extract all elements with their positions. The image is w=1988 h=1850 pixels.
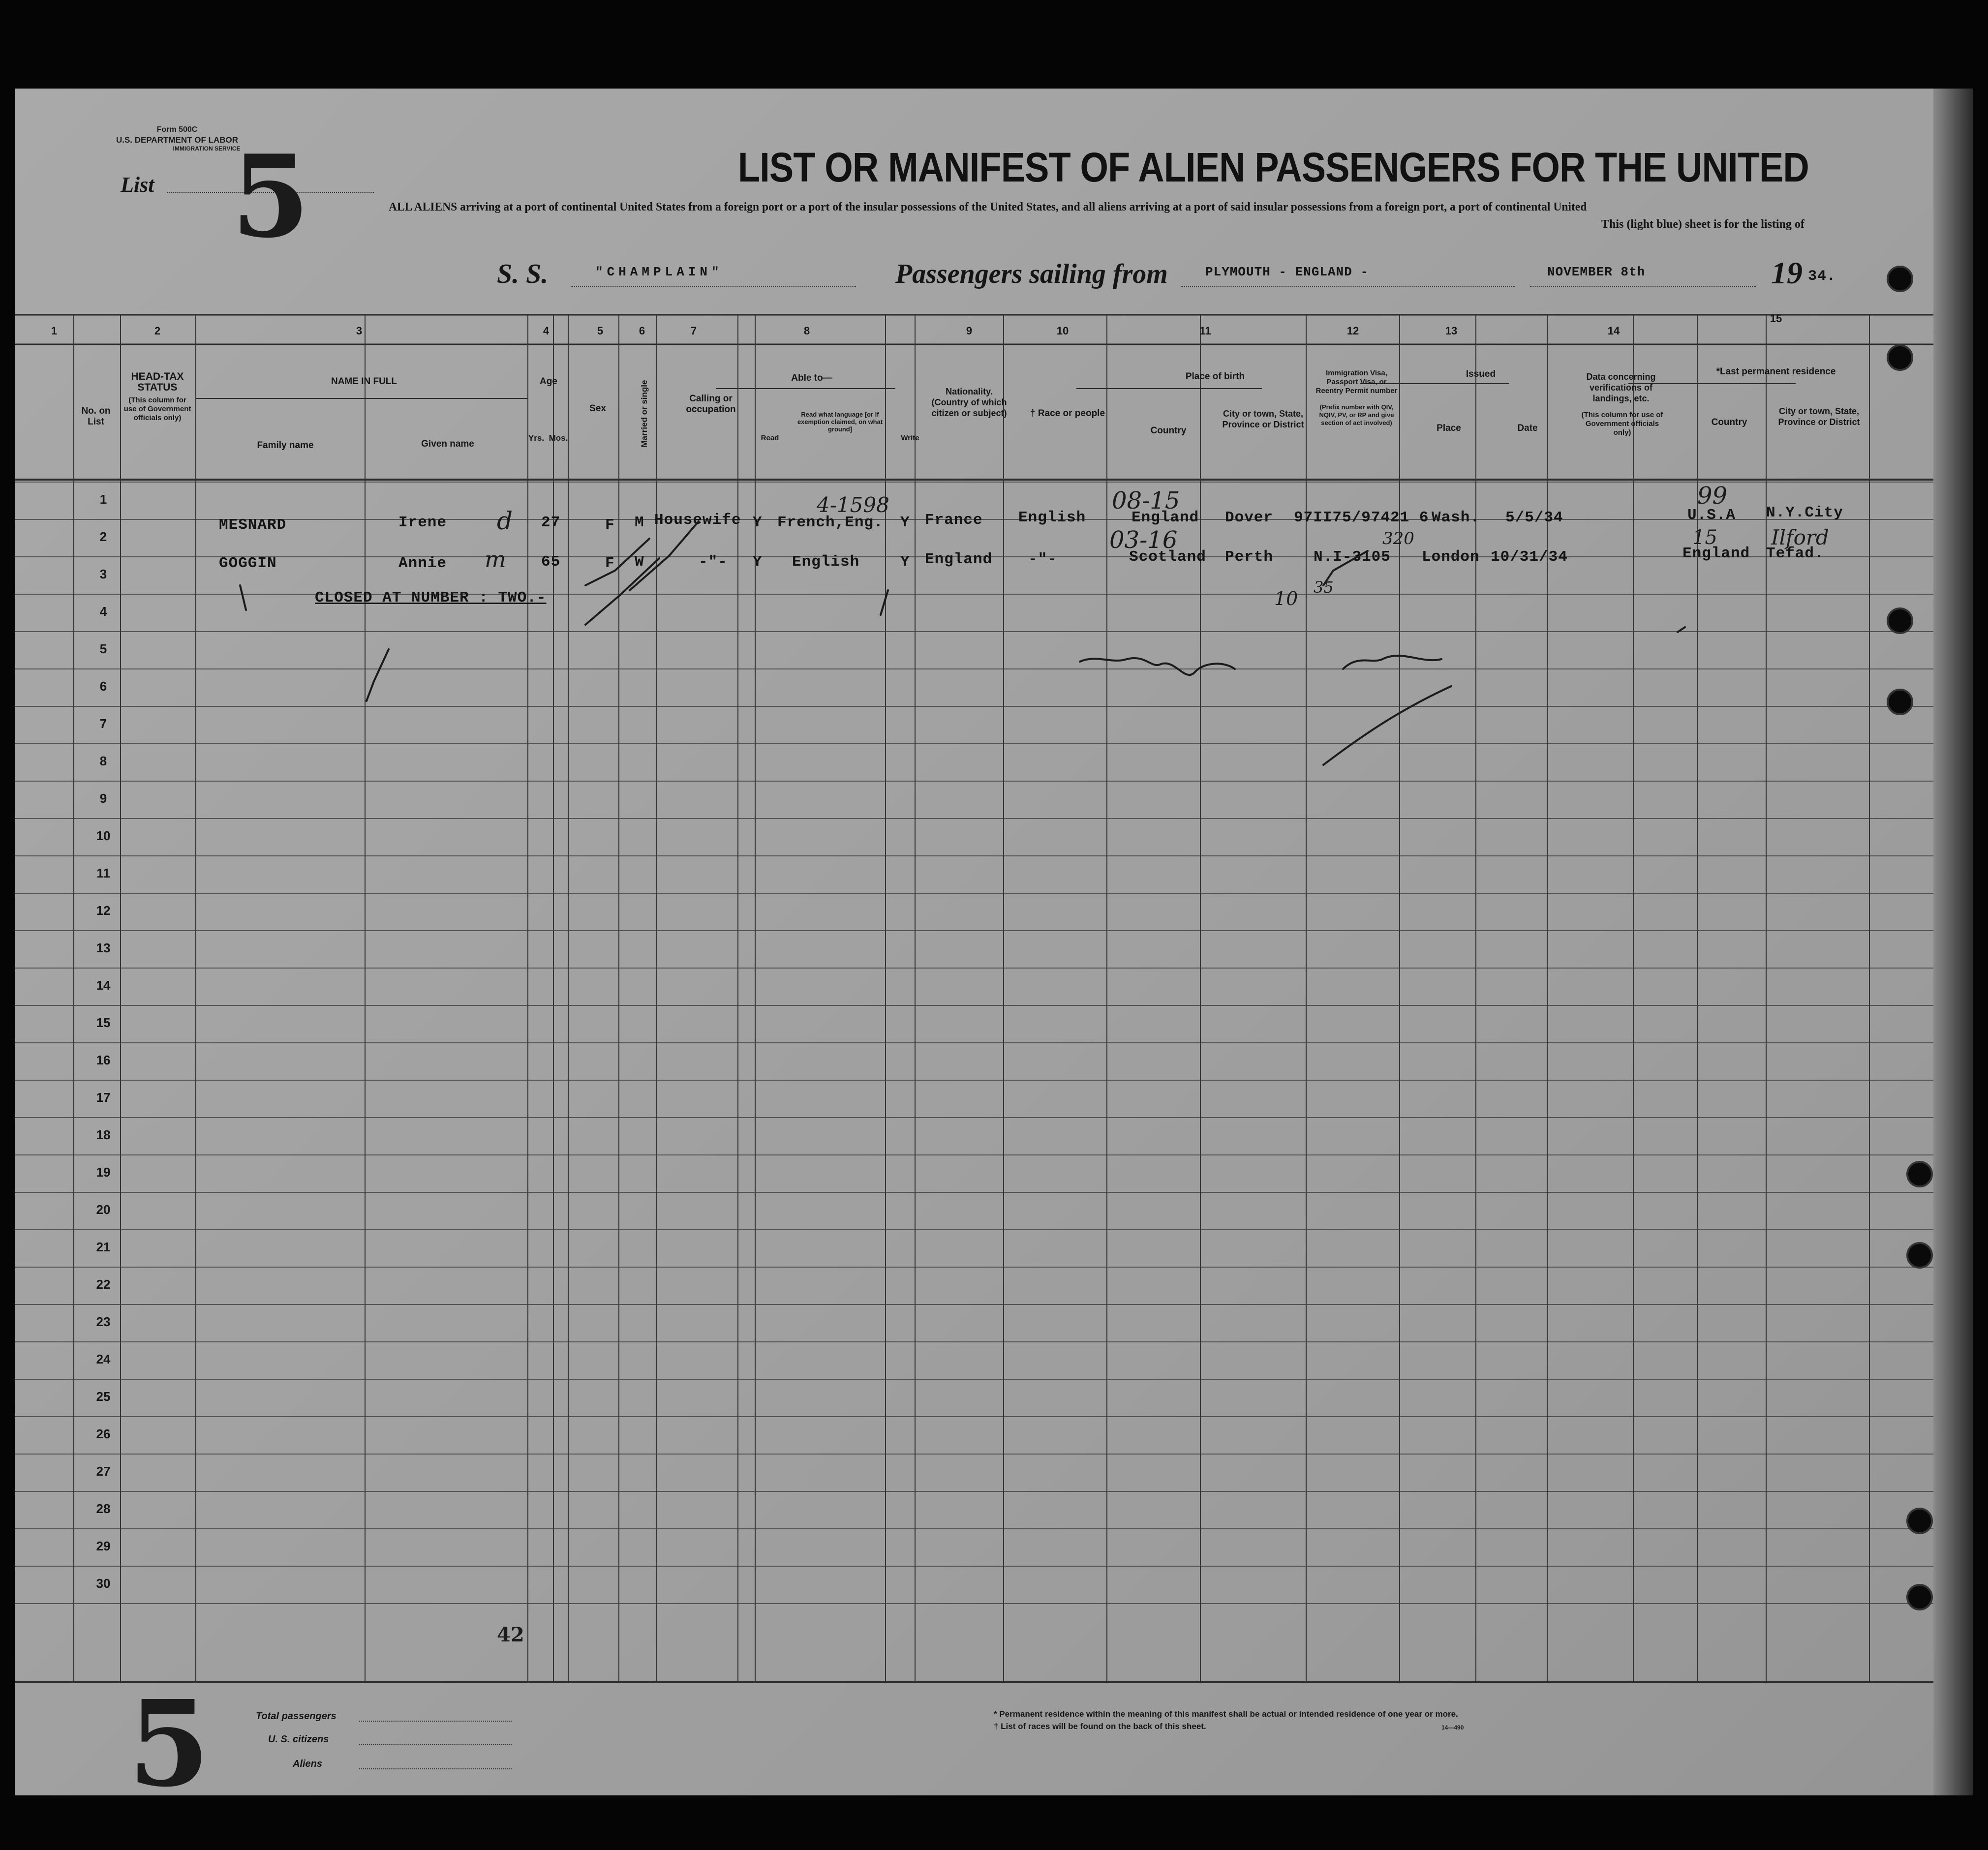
row-number: 2 <box>99 529 107 544</box>
read-language: English <box>792 553 860 571</box>
row-number: 19 <box>96 1165 111 1180</box>
row-number: 26 <box>96 1426 111 1441</box>
subtitle-line2: This (light blue) sheet is for the listing of <box>1601 218 1804 231</box>
sailing-label: Passengers sailing from <box>895 259 1168 289</box>
birth-city: Dover <box>1225 509 1274 526</box>
column-number: 2 <box>154 325 161 337</box>
column-number: 3 <box>356 325 363 337</box>
handwritten-marks <box>15 89 1948 1795</box>
handwritten-note: 320 <box>1382 529 1414 548</box>
sex: F <box>605 555 615 572</box>
can-write: Y <box>900 514 910 531</box>
issued-place: London <box>1422 548 1480 566</box>
handwritten-note: 99 <box>1697 482 1728 510</box>
footer-total-line <box>359 1721 512 1722</box>
can-read: Y <box>753 514 763 531</box>
read-language: French,Eng. <box>777 514 884 531</box>
header-yrs: Yrs. <box>528 433 545 443</box>
year-prefix: 19 <box>1771 255 1803 290</box>
header-birth-country: Country <box>1150 425 1187 436</box>
handwritten-note: m <box>485 546 506 573</box>
manifest-sheet <box>15 89 1948 1795</box>
footer-form-code: 14—490 <box>1441 1724 1464 1731</box>
row-number: 24 <box>96 1352 111 1366</box>
header-read: Read <box>761 434 779 442</box>
footer-citizens-line <box>359 1744 512 1745</box>
age-years: 65 <box>541 553 561 571</box>
occupation: -"- <box>699 553 728 571</box>
can-read: Y <box>753 553 763 571</box>
sex: F <box>605 516 615 534</box>
footer-list-number: 5 <box>128 1674 210 1795</box>
header-mos: Mos. <box>549 433 568 443</box>
footer-note-races: † List of races will be found on the back of this sheet. <box>994 1722 1206 1731</box>
header-family-name: Family name <box>257 440 314 451</box>
row-number: 21 <box>96 1240 111 1254</box>
row-number: 27 <box>96 1464 111 1479</box>
column-number: 13 <box>1445 325 1458 337</box>
nationality: England <box>925 551 993 568</box>
row-number: 30 <box>96 1576 111 1591</box>
handwritten-note: Ilford <box>1771 525 1829 549</box>
column-number: 15 <box>1770 312 1782 325</box>
column-number: 10 <box>1056 325 1069 337</box>
header-birth-city: City or town, State, Province or District <box>1222 409 1304 429</box>
row-number: 16 <box>96 1053 111 1067</box>
service-name: IMMIGRATION SERVICE <box>173 145 241 152</box>
header-sex: Sex <box>589 403 606 414</box>
family-name: GOGGIN <box>219 555 277 572</box>
handwritten-note: 03-16 <box>1109 526 1178 554</box>
row-number: 9 <box>99 791 107 806</box>
header-issued: Issued <box>1466 369 1496 379</box>
list-number: 5 <box>231 130 310 263</box>
nationality: France <box>925 512 983 529</box>
header-nationality: Nationality. (Country of which citizen or subject) <box>931 387 1007 418</box>
marital-status: W <box>635 553 644 571</box>
year-suffix: 34. <box>1808 268 1836 285</box>
issued-date: 5/5/34 <box>1505 509 1563 526</box>
header-able-to: Able to— <box>791 373 832 383</box>
row-number: 3 <box>99 567 107 581</box>
residence-country: U.S.A <box>1687 507 1736 524</box>
row-number: 13 <box>96 940 111 955</box>
handwritten-note: d <box>497 507 513 535</box>
header-verification: Data concerning verifications of landings, etc. <box>1586 372 1656 403</box>
birth-country: England <box>1132 509 1199 526</box>
page-number: 42 <box>497 1623 524 1646</box>
row-number: 5 <box>99 641 107 656</box>
row-number: 29 <box>96 1539 111 1553</box>
row-number: 28 <box>96 1501 111 1516</box>
header-write: Write <box>901 434 919 442</box>
birth-country: Scotland <box>1129 548 1206 566</box>
ship-name: "CHAMPLAIN" <box>595 265 723 279</box>
header-head-tax-note: (This column for use of Government officials only) <box>123 396 191 422</box>
family-name: MESNARD <box>219 516 287 534</box>
header-no-on-list: No. on List <box>81 406 111 427</box>
row-number: 20 <box>96 1202 111 1217</box>
row-number: 15 <box>96 1015 111 1030</box>
page-title: LIST OR MANIFEST OF ALIEN PASSENGERS FOR THE UNITED <box>738 144 1809 190</box>
residence-city: N.Y.City <box>1766 504 1843 521</box>
race: English <box>1018 509 1086 526</box>
visa-number: 97II75/97421 6 <box>1294 509 1429 526</box>
row-number: 1 <box>99 492 107 507</box>
handwritten-note: 4-1598 <box>817 493 889 517</box>
column-number: 11 <box>1199 325 1211 337</box>
row-number: 6 <box>99 679 107 694</box>
column-number: 5 <box>597 325 604 337</box>
marital-status: M <box>635 514 644 531</box>
header-calling: Calling or occupation <box>686 394 736 415</box>
footer-note-residence: * Permanent residence within the meaning of this manifest shall be actual or intended residence of one year or more. <box>994 1709 1458 1719</box>
footer-aliens: Aliens <box>293 1759 323 1769</box>
header-head-tax: HEAD-TAX STATUS <box>131 371 184 393</box>
can-write: Y <box>900 553 910 571</box>
row-number: 4 <box>99 604 107 619</box>
subtitle-line1: ALL ALIENS arriving at a port of continental United States from a foreign port or a port of the insular possessions of the United States, and all aliens arriving at a port of said insular possessions from a foreign port, a port of continental United <box>389 201 1587 213</box>
list-label: List <box>121 173 154 197</box>
footer-aliens-line <box>359 1768 512 1769</box>
row-number: 8 <box>99 754 107 768</box>
column-number: 14 <box>1607 325 1620 337</box>
header-given-name: Given name <box>421 439 474 449</box>
given-name: Annie <box>398 555 447 572</box>
issued-date: 10/31/34 <box>1491 548 1568 566</box>
handwritten-note: 08-15 <box>1112 487 1180 515</box>
handwritten-note: 15 <box>1692 526 1717 549</box>
header-visa-note: (Prefix number with QIV, NQIV, PV, or RP and give section of act involved) <box>1319 403 1394 426</box>
handwritten-note: 35 <box>1314 578 1334 597</box>
departure-port: PLYMOUTH - ENGLAND - <box>1205 265 1369 279</box>
row-number: 10 <box>96 828 111 843</box>
header-name-in-full: NAME IN FULL <box>331 376 398 387</box>
column-number: 4 <box>543 325 550 337</box>
issued-place: Wash. <box>1432 509 1480 526</box>
column-number: 6 <box>639 325 645 337</box>
column-number: 8 <box>803 325 810 337</box>
row-number: 17 <box>96 1090 111 1105</box>
header-res-city: City or town, State, Province or District <box>1778 406 1860 427</box>
given-name: Irene <box>398 514 447 531</box>
column-number: 1 <box>51 325 58 337</box>
header-age: Age <box>540 376 557 387</box>
header-verification-note: (This column for use of Government officials only) <box>1581 411 1663 437</box>
column-number: 12 <box>1346 325 1359 337</box>
header-issued-date: Date <box>1517 423 1538 433</box>
footer-us-citizens: U. S. citizens <box>268 1734 329 1745</box>
visa-number: N.I-3105 <box>1314 548 1391 566</box>
age-years: 27 <box>541 514 561 531</box>
birth-city: Perth <box>1225 548 1274 566</box>
binding-edge <box>1933 89 1973 1795</box>
residence-country: England <box>1682 545 1750 562</box>
header-place-of-birth: Place of birth <box>1185 371 1245 382</box>
header-res-country: Country <box>1711 417 1747 427</box>
handwritten-note: 10 <box>1274 588 1298 609</box>
occupation: Housewife <box>654 512 741 529</box>
departure-date: NOVEMBER 8th <box>1547 265 1646 279</box>
race: -"- <box>1028 551 1057 568</box>
closed-note: CLOSED AT NUMBER : TWO.- <box>315 589 547 607</box>
header-last-residence: *Last permanent residence <box>1716 366 1836 377</box>
row-number: 7 <box>99 716 107 731</box>
form-number: Form 500C <box>156 125 198 134</box>
row-number: 14 <box>96 978 111 993</box>
residence-city: Tefad. <box>1766 545 1824 562</box>
row-number: 12 <box>96 903 111 918</box>
row-number: 22 <box>96 1277 111 1292</box>
column-number: 9 <box>966 325 973 337</box>
row-number: 18 <box>96 1127 111 1142</box>
department-name: U.S. DEPARTMENT OF LABOR <box>116 135 239 145</box>
column-number: 7 <box>690 325 697 337</box>
header-visa: Immigration Visa, Passport Visa, or Reentry Permit number <box>1315 369 1398 395</box>
row-number: 11 <box>96 866 110 880</box>
header-read-language: Read what language [or if exemption claimed, on what ground] <box>797 411 883 433</box>
row-number: 23 <box>96 1314 111 1329</box>
row-number: 25 <box>96 1389 111 1404</box>
header-issued-place: Place <box>1437 423 1461 433</box>
header-married: Married or single <box>640 380 649 448</box>
header-race: † Race or people <box>1030 408 1105 419</box>
ss-label: S. S. <box>497 259 549 289</box>
footer-total-passengers: Total passengers <box>256 1711 336 1722</box>
